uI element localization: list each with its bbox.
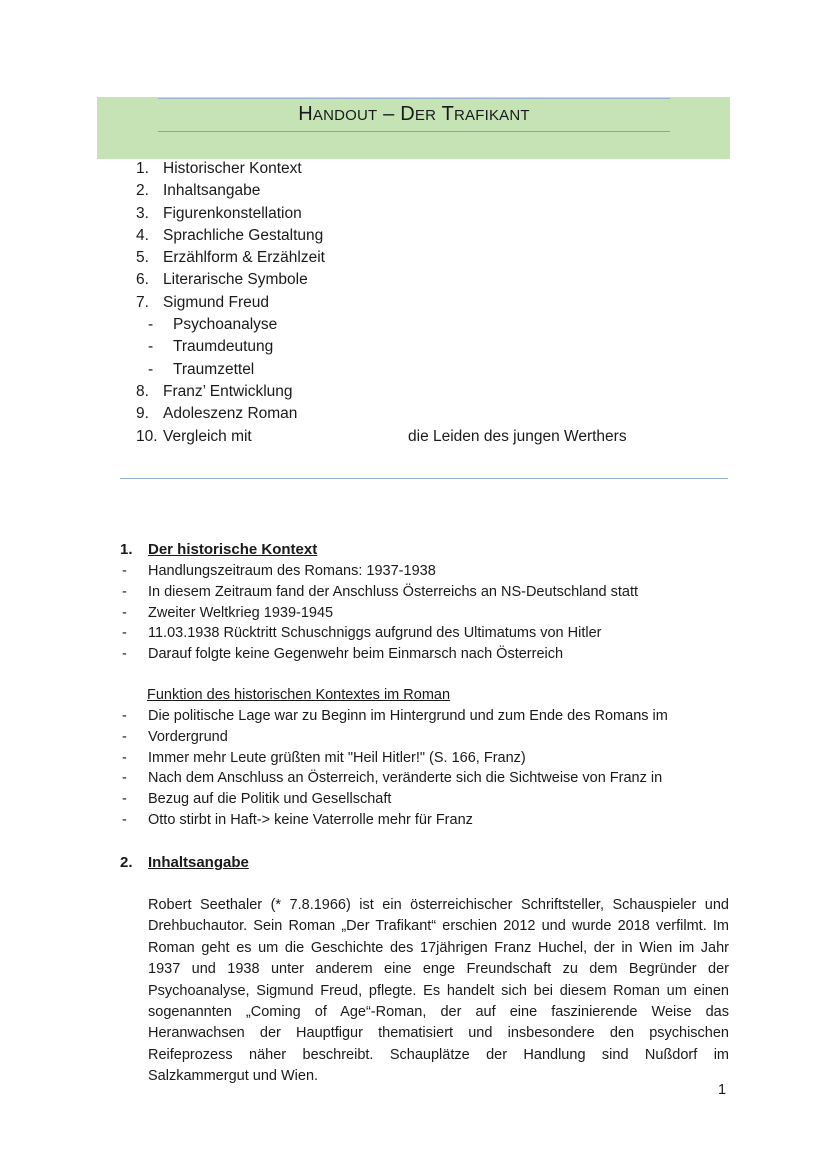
banner-rule-bottom [158,131,670,132]
section-summary [120,852,740,874]
toc-item: 4. Sprachliche Gestaltung [136,226,324,244]
toc-item: 1. Historischer Kontext [136,160,302,177]
page-number: 1 [718,1082,727,1098]
bullet-item: - Immer mehr Leute grüßten mit "Heil Hitler!" (S. 166, Franz) [122,749,526,766]
toc-item: 6. Literarische Symbole [136,271,308,289]
bullet-item: - 11.03.1938 Rücktritt Schuschniggs aufgrund des Ultimatums von Hitler [122,625,602,642]
toc-subitem: - Psychoanalyse [148,316,278,334]
bullet-item: - Die politische Lage war zu Beginn im Hintergrund und zum Ende des Romans im [122,707,668,724]
toc-item: 8. Franz’ Entwicklung [136,382,293,400]
bullet-item: - Bezug auf die Politik und Gesellschaft [122,791,392,808]
toc-subitem: - Traumzettel [148,360,255,378]
toc-item: 5. Erzählform & Erzählzeit [136,249,325,267]
page-title: HANDOUT – DER TRAFIKANT [298,103,530,125]
toc-item: 9. Adoleszenz Roman [136,405,298,423]
summary-paragraph: Robert Seethaler (* 7.8.1966) ist ein österreichischer Schriftsteller, Schauspieler und Drehbuchautor. Sein Roman „Der Trafikant“ erschien 2012 und wurde 2018 verfilmt. Im Roman geht es um die Geschichte des 17jährigen Franz Huchel, der in Wien im Jahr 1937 und 1938 unter anderem eine enge Freundschaft zu dem Begründer der Psychoanalyse, Sigmund Freud, pflegte. Es handelt sich bei diesem Roman um einen sogenannten „Coming of Age“-Roman, der auf eine faszinierende Weise das Heranwachsen der Hauptfigur thematisiert und insbesondere den psychischen Reifeprozess näher beschreibt. Schauplätze der Handlung sind Nußdorf im Salzkammergut und Wien. [148,897,729,1085]
divider [120,478,728,479]
bullet-item: - In diesem Zeitraum fand der Anschluss Österreichs an NS-Deutschland statt [122,583,638,600]
bullet-item: - Otto stirbt in Haft-> keine Vaterrolle mehr für Franz [122,811,473,828]
toc-werther-title: die Leiden des jungen Werthers [408,427,627,445]
banner-rule-top [158,98,670,99]
bullet-item: - Nach dem Anschluss an Österreich, veränderte sich die Sichtweise von Franz in [122,770,663,787]
toc-item: 3. Figurenkonstellation [136,204,302,222]
bullet-item: - Handlungszeitraum des Romans: 1937-1938 [122,563,436,579]
section-historical-context [120,539,740,831]
toc-item: 7. Sigmund Freud [136,293,269,311]
toc-item: 2. Inhaltsangabe [136,182,261,200]
toc-subitem: - Traumdeutung [148,338,274,356]
subheading: Funktion des historischen Kontextes im Roman [147,686,451,703]
bullet-item: - Zweiter Weltkrieg 1939-1945 [122,604,334,621]
section-heading: 1. Der historische Kontext [120,541,318,558]
bullet-item: - Vordergrund [122,728,228,745]
toc-item: 10. Vergleich mit die Leiden des jungen Werthers [136,426,696,448]
bullet-item: - Darauf folgte keine Gegenwehr beim Einmarsch nach Österreich [122,646,564,663]
section-heading: 2. Inhaltsangabe [120,854,249,871]
table-of-contents [136,158,696,448]
